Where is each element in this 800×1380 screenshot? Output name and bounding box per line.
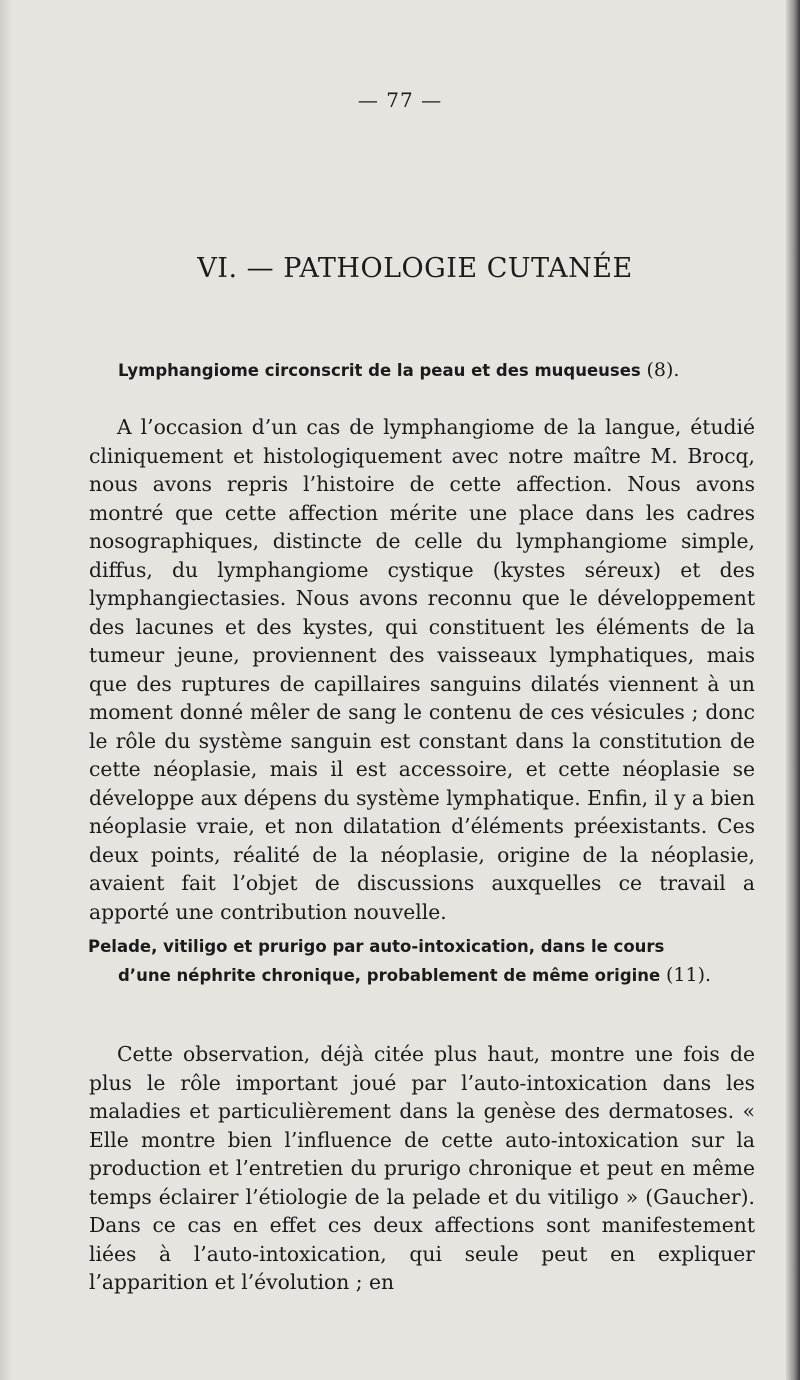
section-reference: (8).: [646, 359, 680, 381]
page-number: — 77 —: [357, 88, 443, 112]
section-heading-lymphangiome: [118, 356, 768, 385]
section-heading-pelade: [88, 933, 760, 990]
paragraph-lymphangiome: A l’occasion d’un cas de lymphangiome de la langue, étudié cliniquement et histologiquement avec notre maître M. Brocq, nous avons repris l’histoire de cette affection. Nous avons montré que cette affection mérite une place dans les cadres nosographiques, distincte de celle du lymphangiome simple, diffus, du lymphangiome cystique (kystes séreux) et des lymphangiectasies. Nous avons reconnu que le développement des lacunes et des kystes, qui constituent les éléments de la tumeur jeune, proviennent des vaisseaux lymphatiques, mais que des ruptures de capillaires sanguins dilatés viennent à un moment donné mêler de sang le contenu de ces vésicules ; donc le rôle du système sanguin est constant dans la constitution de cette néoplasie, mais il est accessoire, et cette néoplasie se développe aux dépens du système lymphatique. Enfin, il y a bien néoplasie vraie, et non dilatation d’éléments préexistants. Ces deux points, réalité de la néoplasie, origine de la néoplasie, avaient fait l’objet de discussions auxquelles ce travail a apporté une contribution nouvelle.: [89, 415, 755, 924]
section-heading-text: Lymphangiome circonscrit de la peau et des muqueuses: [118, 361, 641, 380]
chapter-title: VI. — PATHOLOGIE CUTANÉE: [197, 253, 633, 284]
section-heading-line2-wrap: [88, 961, 760, 990]
section-heading-line2: d’une néphrite chronique, probablement de même origine: [118, 966, 661, 985]
section-heading-line1: Pelade, vitiligo et prurigo par auto-intoxication, dans le cours: [88, 937, 665, 956]
paragraph-pelade: Cette observation, déjà citée plus haut, montre une fois de plus le rôle important joué par l’auto-intoxication dans les maladies et particulièrement dans la genèse des dermatoses. « Elle montre bien l’influence de cette auto-intoxication sur la production et l’entretien du prurigo chronique et peut en même temps éclairer l’étiologie de la pelade et du vitiligo » (Gaucher). Dans ce cas en effet ces deux affections sont manifestement liées à l’auto-intoxication, qui seule peut en expliquer l’apparition et l’évolution ; en: [89, 1042, 755, 1294]
page-binding-shadow: [786, 0, 800, 1380]
section-reference: (11).: [665, 964, 712, 986]
page-left-edge: [0, 0, 12, 1380]
